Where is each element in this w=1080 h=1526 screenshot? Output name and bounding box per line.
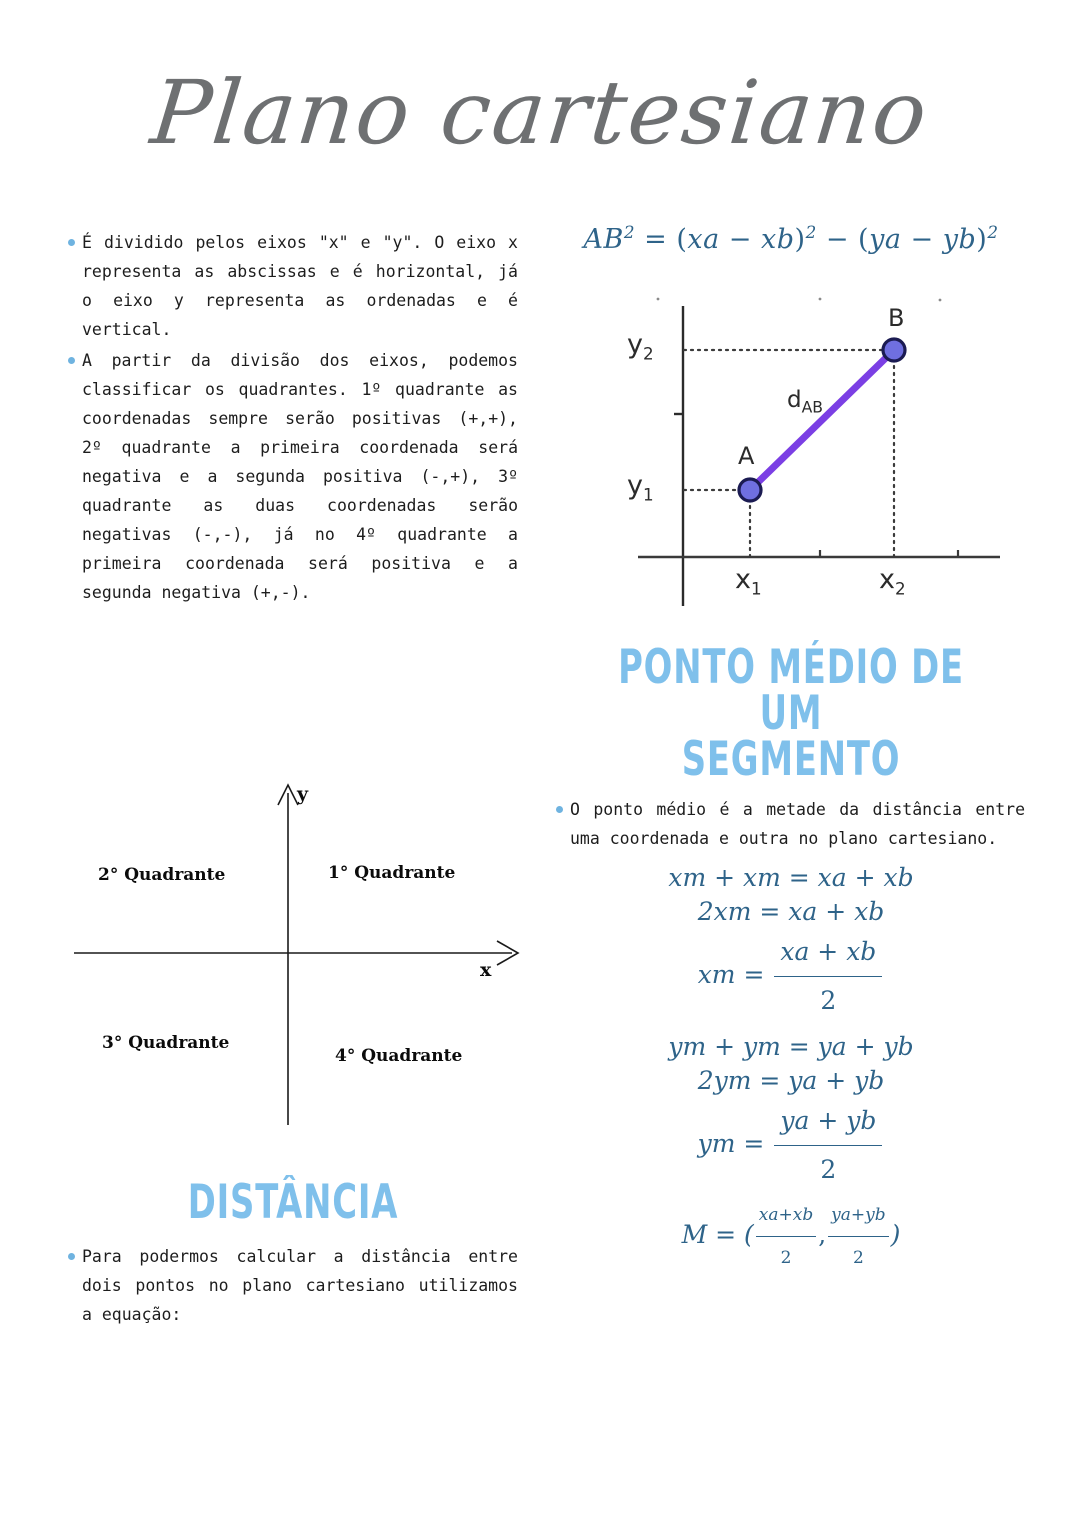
graph-label-y1: $y_1$ xyxy=(627,470,654,505)
quadrant-label-2: 2° Quadrante xyxy=(98,865,226,885)
distance-formula-term-2-exponent: 2 xyxy=(987,222,999,242)
graph-label-y2: $y_2$ xyxy=(627,329,654,364)
distancia-bullet xyxy=(68,1242,518,1329)
distancia-bullet-text: Para podermos calcular a distância entre dois pontos no plano cartesiano utilizamos a equação: xyxy=(82,1247,518,1325)
quadrant-diagram-svg xyxy=(60,775,530,1130)
left-bullet-2 xyxy=(68,346,518,607)
point-a-marker xyxy=(739,479,761,501)
midpoint-eq-6-lhs: ym = xyxy=(697,1129,765,1159)
midpoint-eq-7-fraction-x xyxy=(756,1195,816,1278)
bullet-dot-icon xyxy=(68,239,75,246)
midpoint-eq-6-numerator: ya + yb xyxy=(774,1098,882,1146)
midpoint-equations xyxy=(556,861,1026,1278)
distance-formula-term-1-exponent: 2 xyxy=(805,222,817,242)
ponto-medio-bullet-text: O ponto médio é a metade da distância entre uma coordenada e outra no plano cartesiano. xyxy=(570,800,1025,849)
ponto-medio-heading-line-1: PONTO MÉDIO DE UM xyxy=(618,640,964,742)
left-column xyxy=(68,228,518,609)
distance-formula-minus: − xyxy=(825,224,849,255)
midpoint-eq-7 xyxy=(556,1195,1026,1278)
ponto-medio-bullet xyxy=(556,795,1025,853)
distance-formula xyxy=(556,222,1026,255)
ponto-medio-heading-line-2: SEGMENTO xyxy=(681,732,901,788)
distance-formula-lhs-exponent: 2 xyxy=(623,222,636,242)
midpoint-eq-2: 2xm = xa + xb xyxy=(697,897,885,927)
midpoint-eq-4: ym + ym = ya + yb xyxy=(668,1032,914,1062)
midpoint-eq-7-comma: , xyxy=(818,1220,827,1250)
midpoint-eq-7-fraction-y xyxy=(828,1195,888,1278)
midpoint-eq-6 xyxy=(556,1098,1026,1193)
distance-formula-term-2: ya − yb xyxy=(869,224,977,255)
bullet-dot-icon xyxy=(556,806,563,813)
distancia-section xyxy=(68,1175,518,1331)
left-bullet-2-text: A partir da divisão dos eixos, podemos classificar os quadrantes. 1º quadrante as coordenadas sempre serão positivas (+,+), 2º quadrante a primeira coordenada será negativa e a segunda positiva (-,+), 3º quadrante as duas coordenadas serão negativas (-,-), já no 4º quadrante a primeira coordenada será positiva e a segunda negativa (+,-). xyxy=(82,351,518,602)
midpoint-eq-3-fraction xyxy=(774,929,882,1024)
quadrant-diagram xyxy=(60,775,530,1130)
midpoint-eq-5: 2ym = ya + yb xyxy=(697,1066,885,1096)
graph-label-distance-ab: $d_{AB}$ xyxy=(787,387,824,417)
midpoint-eq-7-numerator-y: ya+yb xyxy=(828,1195,888,1237)
quadrant-label-4: 4° Quadrante xyxy=(335,1046,463,1066)
graph-label-x1: $x_1$ xyxy=(735,564,762,599)
distance-formula-paren-open-2: ( xyxy=(858,224,870,255)
midpoint-eq-7-denominator-y: 2 xyxy=(853,1248,864,1269)
graph-label-point-b: B xyxy=(888,304,905,332)
graph-label-point-a: A xyxy=(738,442,755,470)
speckle-dot xyxy=(939,299,942,302)
left-bullet-1-text: É dividido pelos eixos "x" e "y". O eixo x representa as abscissas e é horizontal, já o eixo y representa as ordenadas e é vertical. xyxy=(82,233,518,339)
quadrant-y-axis-label: y xyxy=(297,783,309,805)
quadrant-label-1: 1° Quadrante xyxy=(328,863,456,883)
distancia-heading: DISTÂNCIA xyxy=(187,1175,399,1230)
distance-graph-svg xyxy=(610,292,1010,610)
quadrant-label-3: 3° Quadrante xyxy=(102,1033,230,1053)
distance-formula-paren-open-1: ( xyxy=(676,224,688,255)
point-b-marker xyxy=(883,339,905,361)
midpoint-eq-1: xm + xm = xa + xb xyxy=(668,863,914,893)
midpoint-eq-3-numerator: xa + xb xyxy=(774,929,882,977)
ponto-medio-heading xyxy=(603,640,979,788)
midpoint-eq-3-denominator: 2 xyxy=(820,986,837,1016)
midpoint-eq-7-denominator-x: 2 xyxy=(780,1248,792,1269)
segment-ab xyxy=(750,350,894,490)
midpoint-eq-3 xyxy=(556,929,1026,1024)
speckle-dot xyxy=(657,298,660,301)
distance-formula-paren-close-2: ) xyxy=(976,224,988,255)
midpoint-eq-6-denominator: 2 xyxy=(820,1155,837,1185)
page-title: Plano cartesiano xyxy=(146,61,934,164)
distance-formula-term-1: xa − xb xyxy=(687,224,795,255)
speckle-dot xyxy=(819,298,822,301)
midpoint-eq-7-numerator-x: xa+xb xyxy=(756,1195,816,1237)
bullet-dot-icon xyxy=(68,357,75,364)
bullet-dot-icon xyxy=(68,1253,75,1260)
left-bullet-1 xyxy=(68,228,518,344)
distance-formula-lhs: AB xyxy=(583,224,624,255)
graph-label-x2: $x_2$ xyxy=(879,564,906,599)
midpoint-eq-7-lhs: M = ( xyxy=(681,1220,754,1250)
distance-formula-equals: = xyxy=(644,224,668,255)
distance-formula-paren-close-1: ) xyxy=(794,224,806,255)
midpoint-eq-7-close-paren: ) xyxy=(890,1220,901,1250)
quadrant-x-axis-label: x xyxy=(480,959,492,981)
distance-graph xyxy=(610,292,1010,610)
midpoint-eq-3-lhs: xm = xyxy=(697,960,765,990)
midpoint-eq-6-fraction xyxy=(774,1098,882,1193)
